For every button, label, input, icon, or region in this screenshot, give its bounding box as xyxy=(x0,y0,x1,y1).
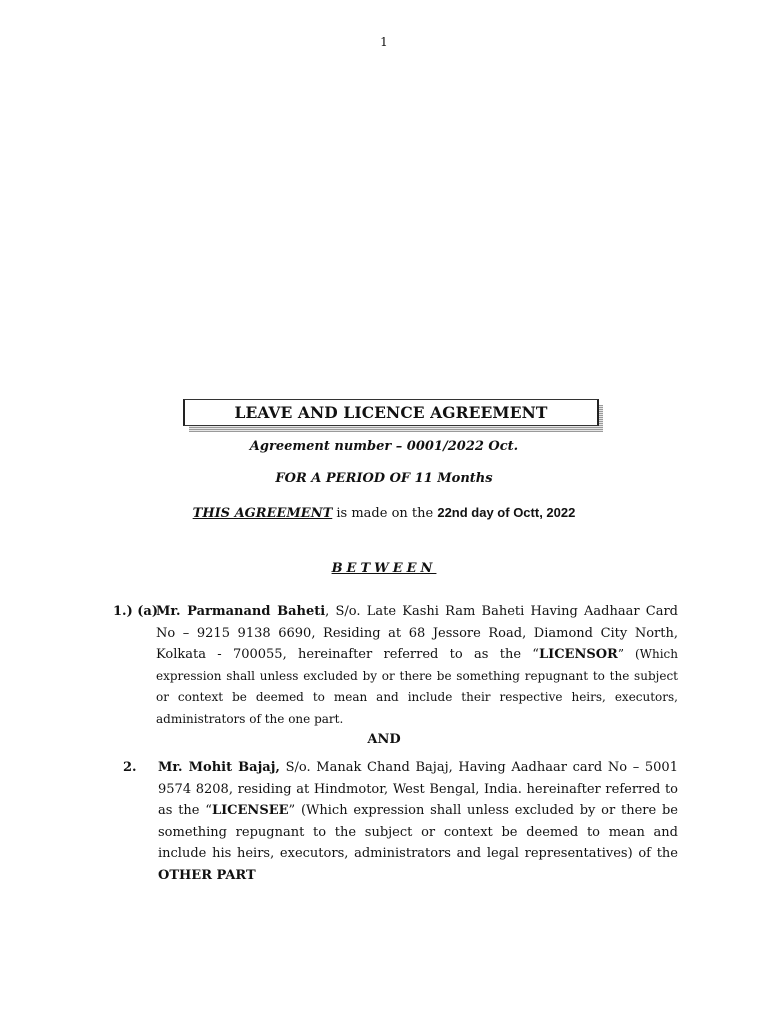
party2-details: S/o. Manak Chand Bajaj, Having Aadhaar card No – 5001 9574 8208, residing at Hindmotor, West Bengal, India. hereinafter referred to as the “ xyxy=(158,760,678,818)
party1-details: , S/o. Late Kashi Ram Baheti Having Aadhaar Card No – 9215 9138 6690, Residing at 68 Jessore Road, Diamond City North, Kolkata - 700055, hereinafter referred to as the “ xyxy=(156,604,678,662)
party2-name: Mr. Mohit Bajaj, xyxy=(158,760,280,775)
agreement-number: Agreement number – 0001/2022 Oct. xyxy=(249,439,519,454)
document-title: LEAVE AND LICENCE AGREEMENT xyxy=(183,399,599,426)
agreement-date: 22nd day of Octt, 2022 xyxy=(437,505,576,520)
party-licensor-paragraph xyxy=(113,601,679,730)
party2-role: LICENSEE xyxy=(211,803,289,818)
between-heading: BETWEEN xyxy=(331,561,437,576)
party1-label: 1.) (a) xyxy=(113,604,158,619)
party1-clause: ” (Which expression shall unless excluded by or there be something repugnant to the subject or context be deemed to mean and include their respective heirs, executors, administrators of the one part. xyxy=(156,647,679,726)
party1-role: LICENSOR xyxy=(538,647,618,662)
this-agreement-heading: THIS AGREEMENT xyxy=(192,506,333,521)
made-on-text: is made on the xyxy=(332,506,438,521)
party2-label: 2. xyxy=(123,760,137,775)
and-separator: AND xyxy=(367,732,401,747)
page-number: 1 xyxy=(380,35,388,49)
party2-closing: OTHER PART xyxy=(158,867,256,883)
title-block xyxy=(183,399,601,430)
party-licensee-paragraph xyxy=(123,757,679,886)
agreement-date-line xyxy=(0,505,768,521)
agreement-period: FOR A PERIOD OF 11 Months xyxy=(275,471,493,486)
party1-name: Mr. Parmanand Baheti xyxy=(156,604,326,619)
party2-clause: ” (Which expression shall unless excluded by or there be something repugnant to the subject or context be deemed to mean and include his heirs, executors, administrators and legal representatives) of the xyxy=(158,803,679,861)
